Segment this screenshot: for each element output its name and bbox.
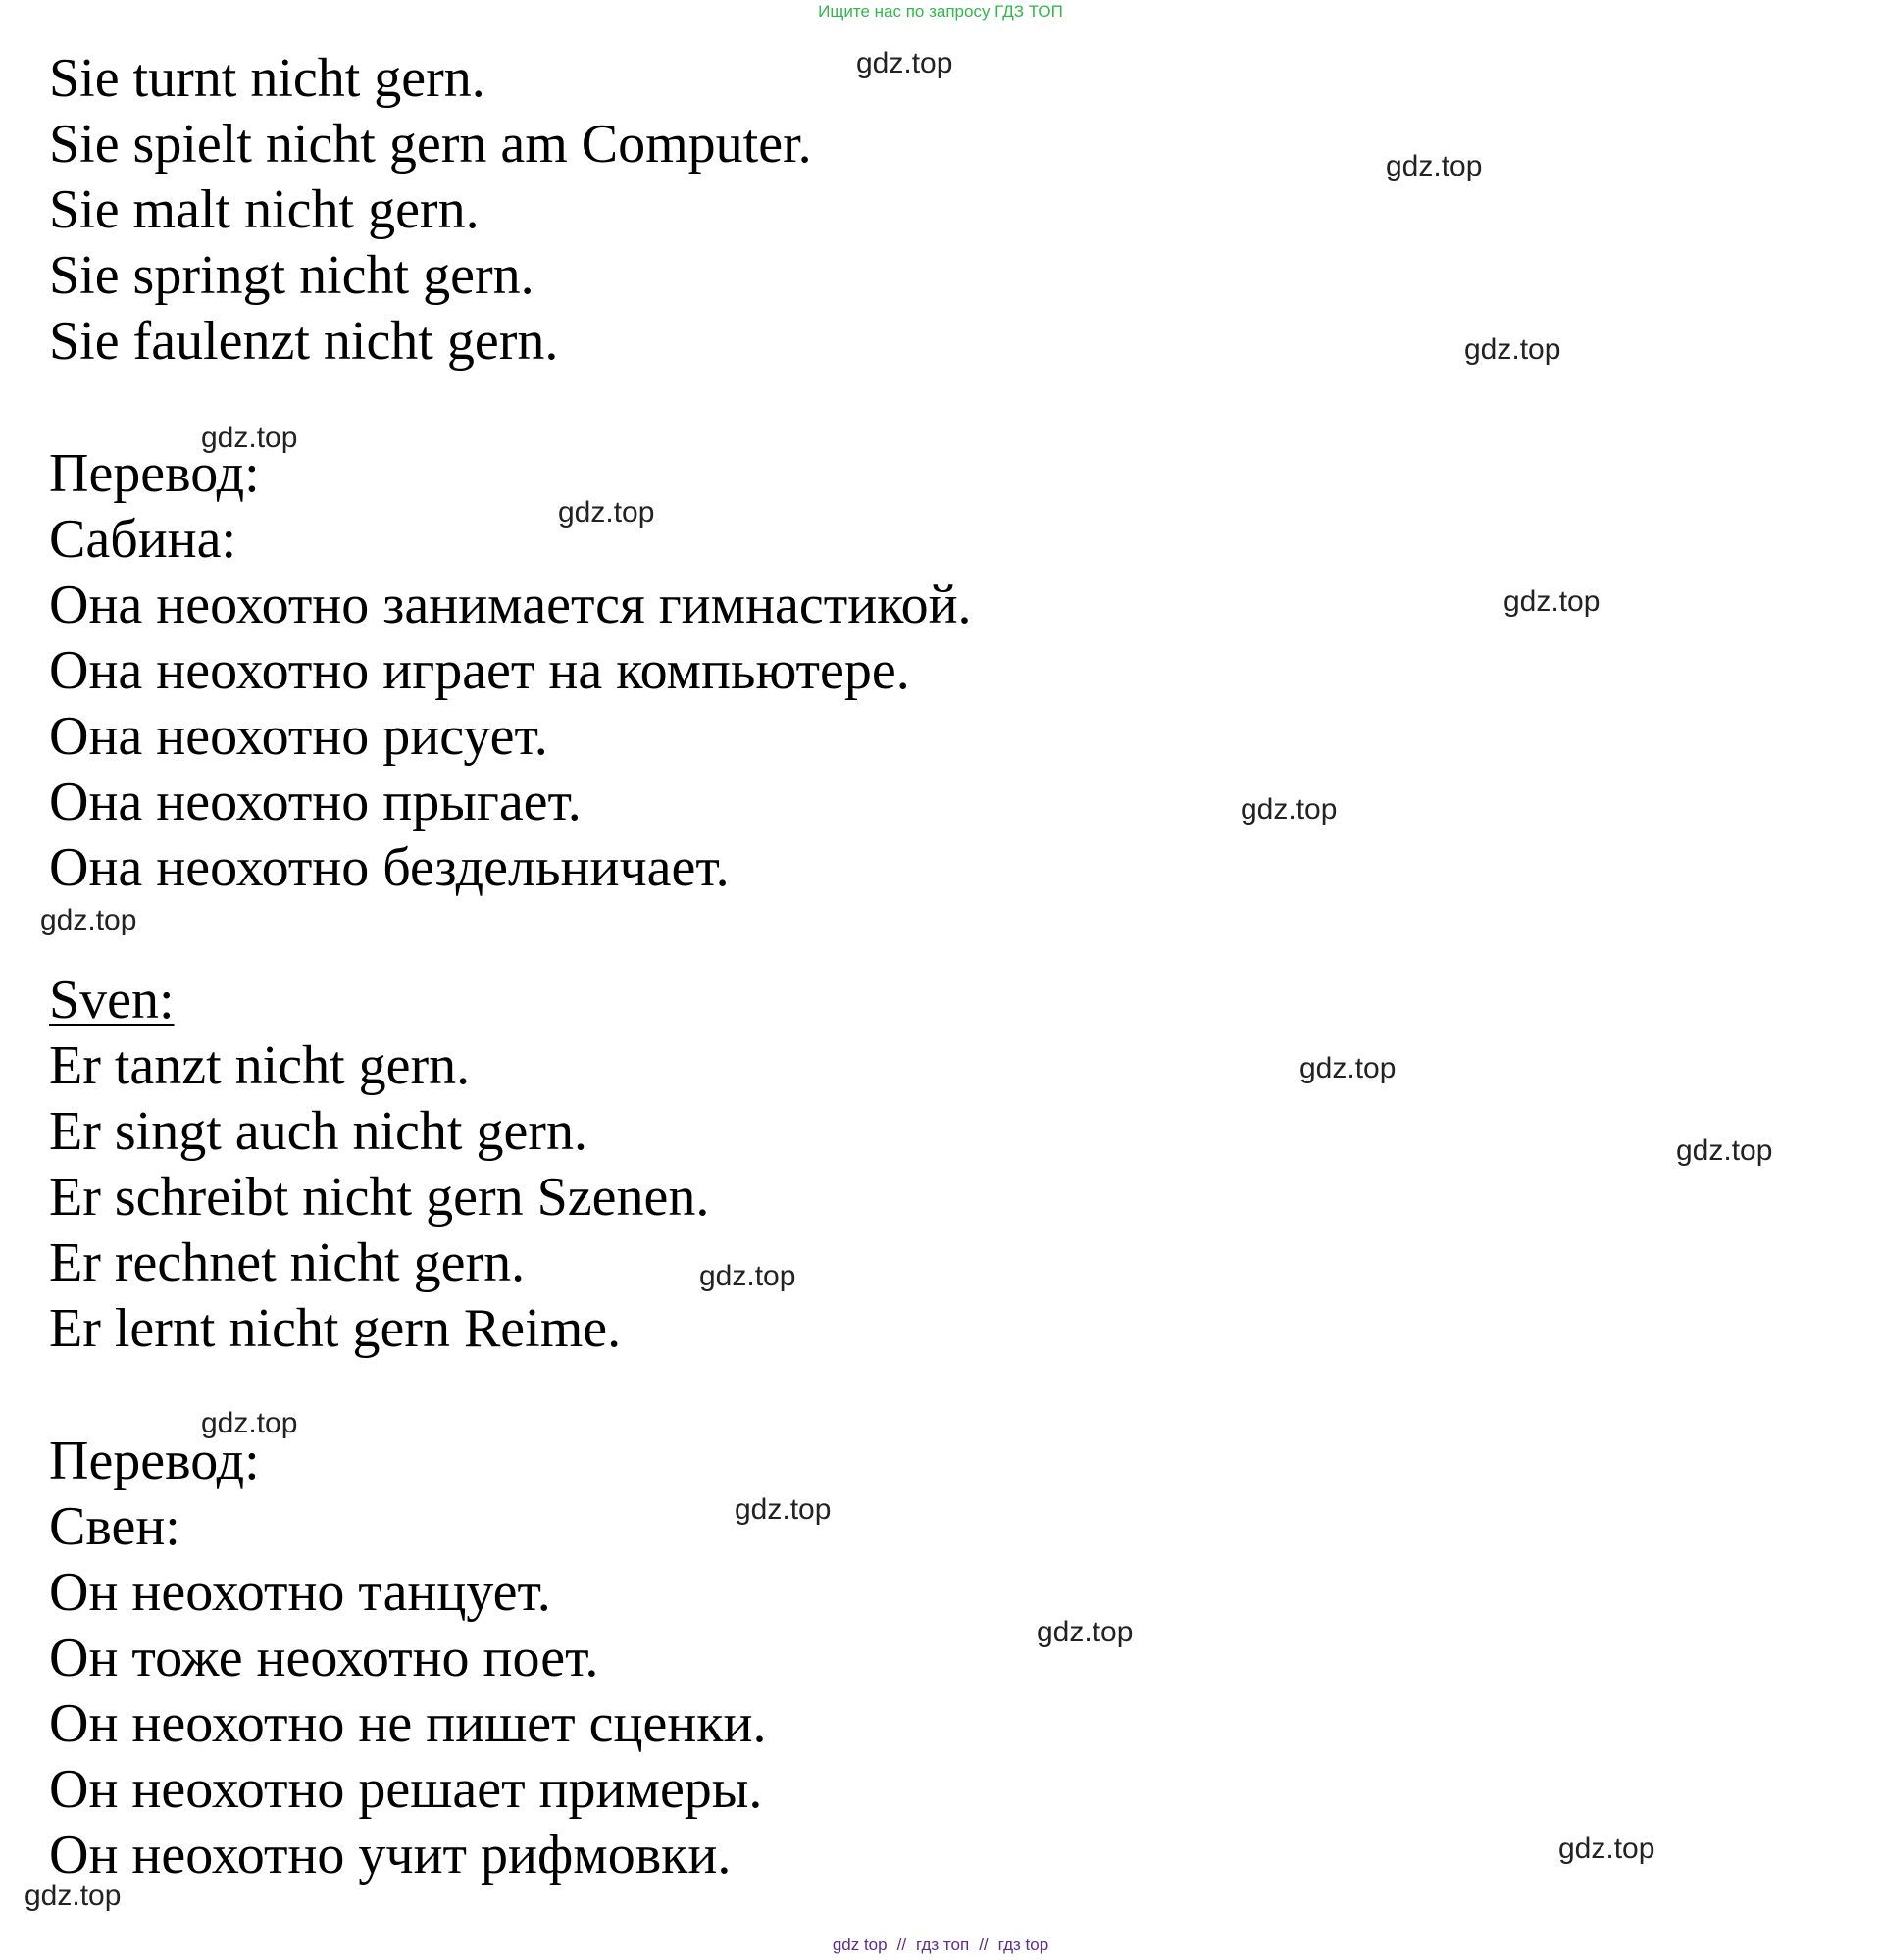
sven-de-name: Sven: — [49, 970, 175, 1030]
sabine-ru-line-5: Она неохотно бездельничает. — [49, 837, 730, 898]
watermark: gdz.top — [25, 1880, 122, 1912]
sven-ru-line-1: Он неохотно танцует. — [49, 1562, 551, 1623]
watermark: gdz.top — [40, 904, 137, 936]
sabine-ru-line-4: Она неохотно прыгает. — [49, 772, 582, 832]
sabine-de-line-3: Sie malt nicht gern. — [49, 179, 480, 240]
header-banner[interactable]: Ищите нас по запросу ГДЗ ТОП — [818, 2, 1063, 21]
watermark: gdz.top — [1037, 1616, 1134, 1648]
sven-ru-line-4: Он неохотно решает примеры. — [49, 1759, 763, 1820]
sabine-de-line-5: Sie faulenzt nicht gern. — [49, 311, 559, 372]
sven-ru-line-2: Он тоже неохотно поет. — [49, 1628, 599, 1688]
translation-label-2: Перевод: — [49, 1431, 260, 1491]
footer-link-gdz-top-mixed[interactable]: гдз top — [997, 1935, 1049, 1954]
watermark: gdz.top — [856, 47, 953, 79]
watermark: gdz.top — [1503, 585, 1601, 618]
sven-de-line-4: Er rechnet nicht gern. — [49, 1232, 526, 1293]
watermark: gdz.top — [201, 1407, 298, 1439]
watermark: gdz.top — [735, 1493, 832, 1526]
footer-link-gdz-top-ru[interactable]: гдз топ — [916, 1935, 970, 1954]
watermark: gdz.top — [201, 422, 298, 454]
sven-ru-name: Свен: — [49, 1496, 180, 1557]
sabine-ru-name: Сабина: — [49, 509, 237, 570]
watermark: gdz.top — [1241, 793, 1338, 826]
sabine-de-line-4: Sie springt nicht gern. — [49, 245, 534, 306]
sven-de-line-3: Er schreibt nicht gern Szenen. — [49, 1167, 710, 1228]
watermark: gdz.top — [1464, 333, 1561, 366]
translation-label-1: Перевод: — [49, 443, 260, 504]
sabine-ru-line-2: Она неохотно играет на компьютере. — [49, 640, 910, 701]
footer-separator: // — [896, 1935, 907, 1954]
sabine-ru-line-3: Она неохотно рисует. — [49, 706, 548, 767]
watermark: gdz.top — [1676, 1134, 1773, 1167]
sven-de-line-2: Er singt auch nicht gern. — [49, 1101, 587, 1162]
sven-ru-line-3: Он неохотно не пишет сценки. — [49, 1693, 767, 1754]
watermark: gdz.top — [699, 1260, 796, 1292]
watermark: gdz.top — [1558, 1833, 1655, 1865]
sabine-ru-line-1: Она неохотно занимается гимнастикой. — [49, 575, 972, 635]
sven-ru-line-5: Он неохотно учит рифмовки. — [49, 1825, 732, 1885]
sabine-de-line-2: Sie spielt nicht gern am Computer. — [49, 114, 812, 175]
sven-de-line-1: Er tanzt nicht gern. — [49, 1035, 471, 1096]
footer-link-gdz-top[interactable]: gdz top — [832, 1935, 888, 1954]
footer-separator: // — [979, 1935, 989, 1954]
sven-de-line-5: Er lernt nicht gern Reime. — [49, 1298, 622, 1359]
sabine-de-line-1: Sie turnt nicht gern. — [49, 48, 485, 109]
footer-links — [0, 1935, 1881, 1955]
watermark: gdz.top — [558, 496, 655, 528]
watermark: gdz.top — [1299, 1052, 1397, 1084]
watermark: gdz.top — [1386, 150, 1483, 182]
